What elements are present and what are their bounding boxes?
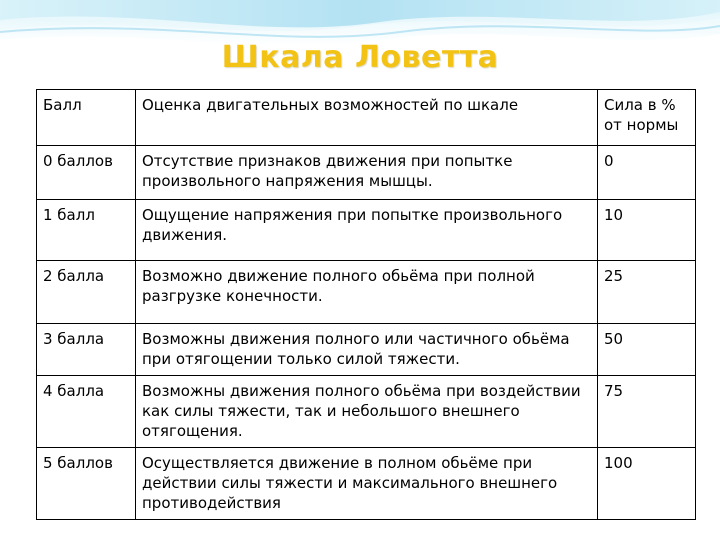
table-row bbox=[37, 146, 696, 200]
strength-cell: 100 bbox=[598, 448, 696, 520]
description-cell: Отсутствие признаков движения при попытке произвольного напряжения мышцы. bbox=[136, 146, 598, 200]
page-title: Шкала Ловетта bbox=[221, 40, 499, 75]
header-score: Балл bbox=[37, 90, 136, 146]
description-cell: Осуществляется движение в полном обьёме при действии силы тяжести и максимального внешнего противодействия bbox=[136, 448, 598, 520]
table-row bbox=[37, 324, 696, 376]
header-strength: Сила в % от нормы bbox=[598, 90, 696, 146]
description-cell: Возможны движения полного или частичного обьёма при отягощении только силой тяжести. bbox=[136, 324, 598, 376]
strength-cell: 25 bbox=[598, 261, 696, 324]
strength-cell: 10 bbox=[598, 200, 696, 261]
description-cell: Возможны движения полного обьёма при воздействии как силы тяжести, так и небольшого внешнего отягощения. bbox=[136, 376, 598, 448]
strength-cell: 75 bbox=[598, 376, 696, 448]
score-cell: 4 балла bbox=[37, 376, 136, 448]
score-cell: 3 балла bbox=[37, 324, 136, 376]
table-row bbox=[37, 200, 696, 261]
strength-cell: 0 bbox=[598, 146, 696, 200]
score-cell: 0 баллов bbox=[37, 146, 136, 200]
score-cell: 2 балла bbox=[37, 261, 136, 324]
table-row bbox=[37, 448, 696, 520]
strength-cell: 50 bbox=[598, 324, 696, 376]
description-cell: Возможно движение полного обьёма при полной разгрузке конечности. bbox=[136, 261, 598, 324]
table-header-row bbox=[37, 90, 696, 146]
description-cell: Ощущение напряжения при попытке произвольного движения. bbox=[136, 200, 598, 261]
lovett-scale-table bbox=[36, 89, 696, 520]
table-row bbox=[37, 261, 696, 324]
header-description: Оценка двигательных возможностей по шкале bbox=[136, 90, 598, 146]
score-cell: 1 балл bbox=[37, 200, 136, 261]
score-cell: 5 баллов bbox=[37, 448, 136, 520]
table-row bbox=[37, 376, 696, 448]
